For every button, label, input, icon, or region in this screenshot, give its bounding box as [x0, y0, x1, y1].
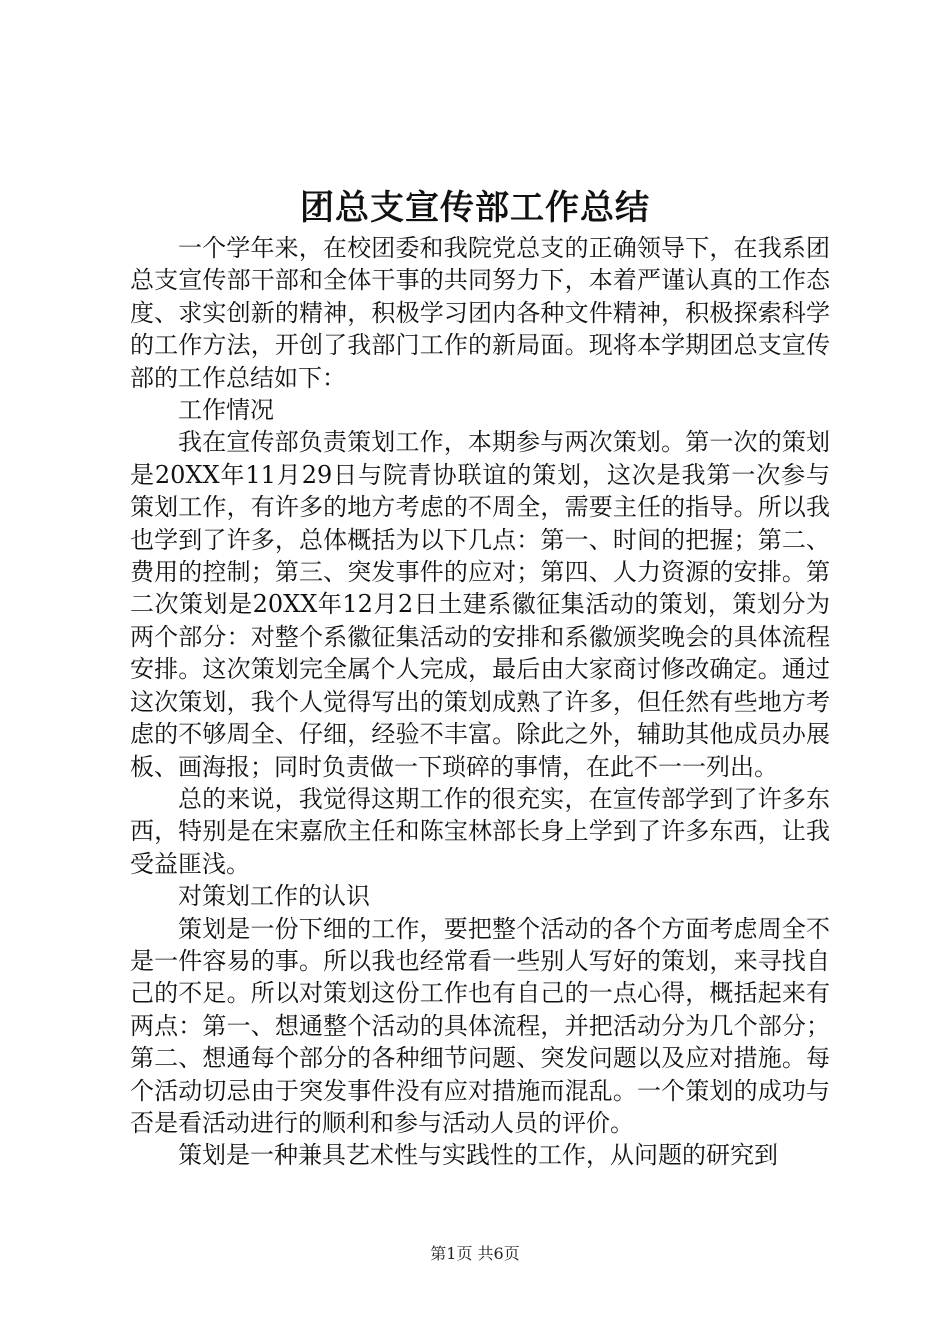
planning-paragraph: 策划是一份下细的工作，要把整个活动的各个方面考虑周全不是一件容易的事。所以我也经常看一些别人写好的策划，来寻找自己的不足。所以对策划这份工作也有自己的一点心得，概括起来有两点：第一、想通整个活动的具体流程，并把活动分为几个部分；第二、想通每个部分的各种细节问题、突发问题以及应对措施。每个活动切忌由于突发事件没有应对措施而混乱。一个策划的成功与否是看活动进行的顺利和参与活动人员的评价。	[130, 914, 830, 1137]
section-heading-planning-understanding: 对策划工作的认识	[178, 882, 370, 911]
page-title: 团总支宣传部工作总结	[300, 188, 650, 228]
planning-continuation-paragraph: 策划是一种兼具艺术性与实践性的工作，从问题的研究到	[178, 1141, 778, 1170]
intro-paragraph: 一个学年来，在校团委和我院党总支的正确领导下，在我系团总支宣传部干部和全体干事的共同努力下，本着严谨认真的工作态度、求实创新的精神，积极学习团内各种文件精神，积极探索科学的工作方法，开创了我部门工作的新局面。现将本学期团总支宣传部的工作总结如下：	[130, 234, 830, 392]
summary-paragraph: 总的来说，我觉得这期工作的很充实，在宣传部学到了许多东西，特别是在宋嘉欣主任和陈宝林部长身上学到了许多东西，让我受益匪浅。	[130, 784, 830, 878]
page-number-footer: 第1页 共6页	[430, 1244, 520, 1263]
work-status-paragraph: 我在宣传部负责策划工作，本期参与两次策划。第一次的策划是20XX年11月29日与院青协联谊的策划，这次是我第一次参与策划工作，有许多的地方考虑的不周全，需要主任的指导。所以我也学到了许多，总体概括为以下几点：第一、时间的把握；第二、费用的控制；第三、突发事件的应对；第四、人力资源的安排。第二次策划是20XX年12月2日土建系徽征集活动的策划，策划分为两个部分：对整个系徽征集活动的安排和系徽颁奖晚会的具体流程安排。这次策划完全属个人完成，最后由大家商讨修改确定。通过这次策划，我个人觉得写出的策划成熟了许多，但任然有些地方考虑的不够周全、仔细，经验不丰富。除此之外，辅助其他成员办展板、画海报；同时负责做一下琐碎的事情，在此不一一列出。	[130, 428, 830, 781]
section-heading-work-status: 工作情况	[178, 396, 274, 425]
document-body	[130, 232, 830, 1172]
